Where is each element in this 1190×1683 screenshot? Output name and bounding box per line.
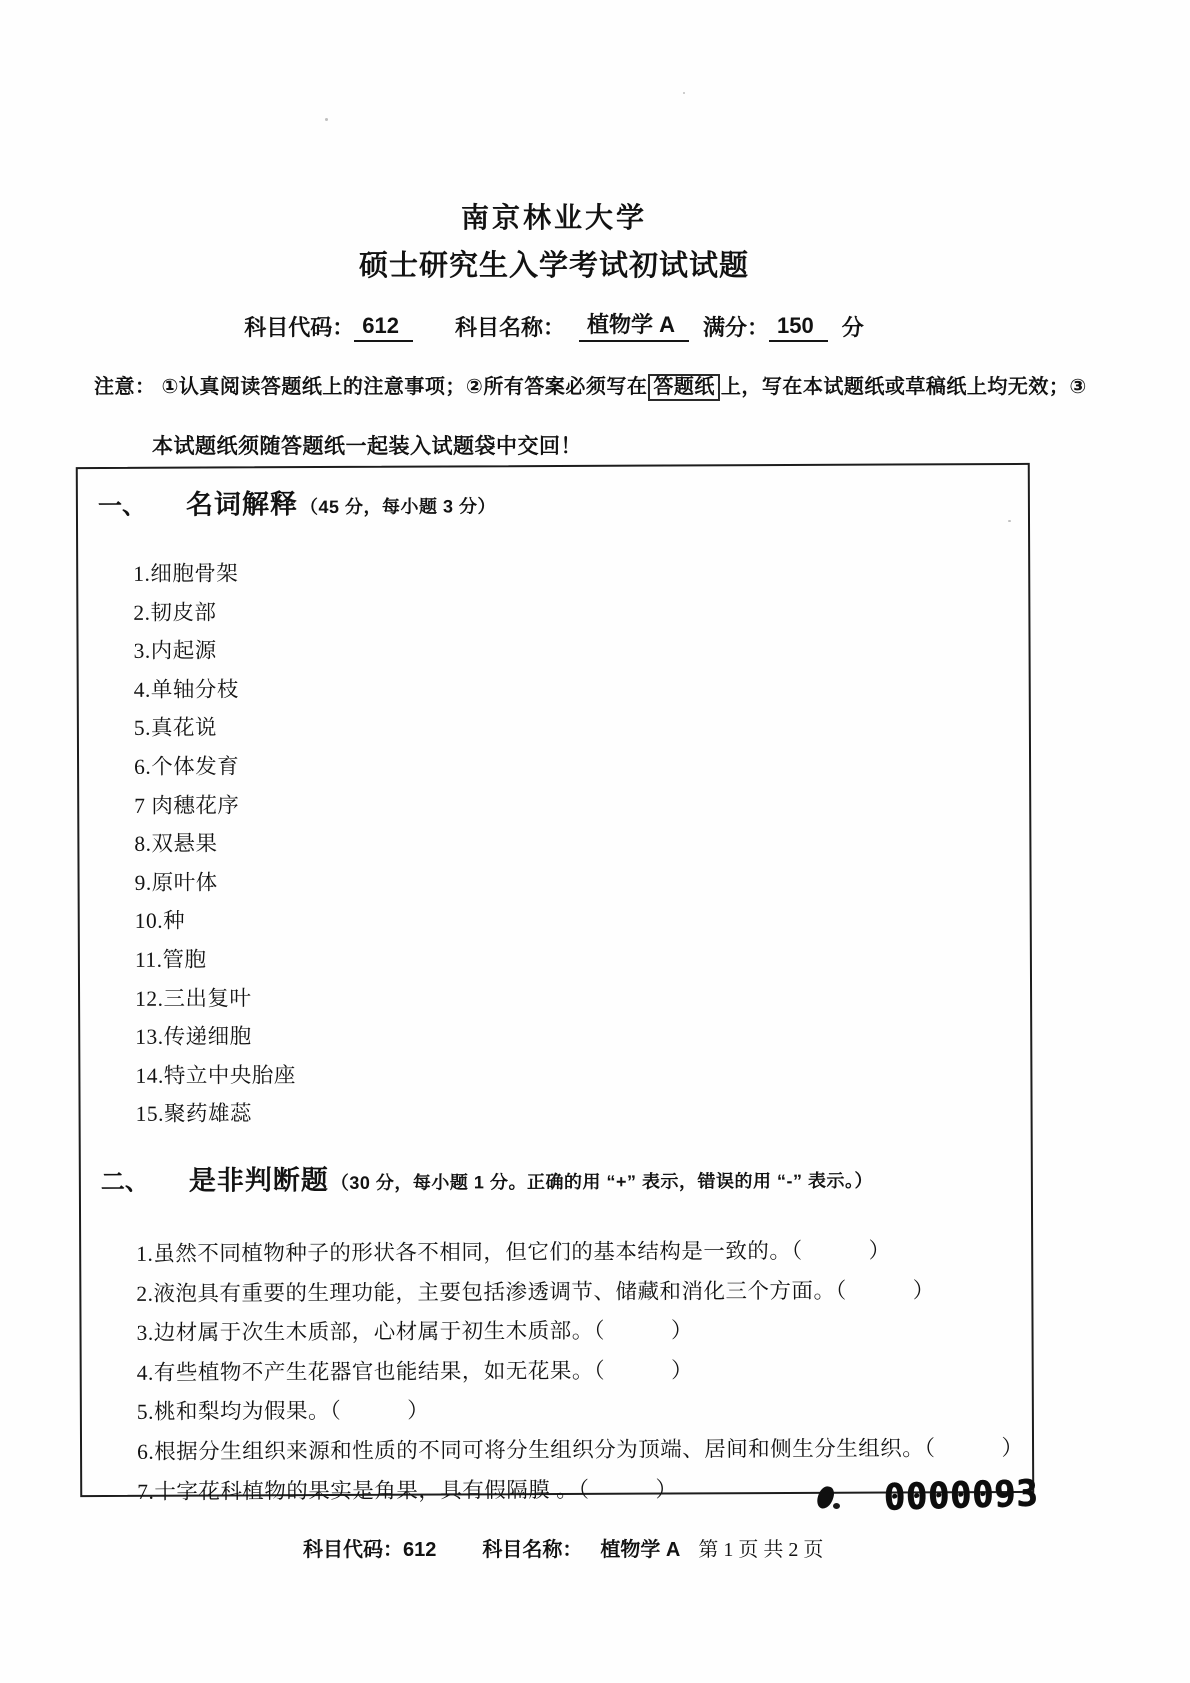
notice-text-after: 上，写在本试题纸或草稿纸上均无效；③ [720,376,1087,398]
subject-name-label: 科目名称： [454,315,565,340]
section1-score-note: （45 分，每小题 3 分） [299,496,497,518]
subject-code-label: 科目代码： [244,315,355,340]
serial-number-stamp: 0000093 [883,1473,1040,1519]
footer-code-value: 612 [403,1539,437,1561]
term-item: 13.传递细胞 [135,1024,252,1049]
exam-notice-line2: 本试题纸须随答题纸一起装入试题袋中交回！ [152,435,582,458]
tf-item: 7.十字花科植物的果实是角果，具有假隔膜 。（ ） [137,1477,678,1504]
footer-name-label: 科目名称： [482,1539,583,1561]
term-item: 7 肉穗花序 [134,792,240,818]
term-item: 1.细胞骨架 [133,561,239,586]
section1-title: 名词解释 [185,489,298,520]
section2-score-note: （30 分，每小题 1 分。正确的用 “+” 表示，错误的用 “-” 表示。） [330,1170,873,1193]
term-item: 3.内起源 [133,638,217,664]
term-definition-list [133,554,296,1134]
subject-name-value: 植物学 A [579,308,689,342]
section2-title: 是非判断题 [188,1164,329,1196]
term-item: 5.真花说 [133,715,218,741]
exam-title: 硕士研究生入学考试初试试题 [358,250,749,282]
footer-name-value: 植物学 A [600,1539,681,1561]
section1-number: 一、 [97,492,146,520]
term-item: 2.韧皮部 [133,600,217,625]
term-item: 9.原叶体 [134,870,218,895]
term-item: 12.三出复叶 [135,985,252,1011]
subject-code-value: 612 [354,313,413,342]
tf-item: 4.有些植物不产生花器官也能结果，如无花果。（ ） [136,1358,694,1385]
scan-speck [683,92,685,94]
page-footer [303,1533,823,1562]
term-item: 8.双悬果 [134,831,218,856]
tf-item: 2.液泡具有重要的生理功能，主要包括渗透调节、储藏和消化三个方面。（ ） [136,1277,935,1306]
term-item: 6.个体发育 [134,754,240,779]
footer-code-label: 科目代码： [303,1539,403,1561]
full-score-unit: 分 [841,315,864,340]
term-item: 15.聚药雄蕊 [135,1101,253,1127]
subject-info-line [78,308,1030,342]
tf-item: 5.桃和梨均为假果。（ ） [136,1398,430,1425]
notice-label: 注意： [94,376,156,398]
ink-blot [833,1503,840,1509]
notice-boxed-word: 答题纸 [648,374,720,401]
questions-border-box [76,463,1034,1504]
tf-item: 6.根据分生组织来源和性质的不同可将分生组织分为顶端、居间和侧生分生组织。（ ） [137,1435,1024,1464]
university-name: 南京林业大学 [460,202,647,233]
full-score-label: 满分： [703,315,770,340]
term-item: 4.单轴分枝 [133,677,239,702]
notice-text-before: ①认真阅读答题纸上的注意事项；②所有答案必须写在 [161,376,648,398]
footer-page-indicator: 第 1 页 共 2 页 [698,1539,824,1561]
term-item: 11.管胞 [134,947,207,972]
section1-heading [98,481,496,522]
section2-heading [101,1156,873,1198]
tf-item: 1.虽然不同植物种子的形状各不相同，但它们的基本结构是一致的。（ ） [136,1238,891,1266]
tf-item: 3.边材属于次生木质部，心材属于初生木质部。（ ） [136,1318,693,1346]
full-score-value: 150 [769,313,828,342]
true-false-list [136,1231,1024,1512]
scan-speck [325,118,328,121]
term-item: 14.特立中央胎座 [135,1062,296,1088]
section2-number: 二、 [100,1168,149,1196]
exam-notice [94,370,1154,399]
term-item: 10.种 [134,908,186,934]
